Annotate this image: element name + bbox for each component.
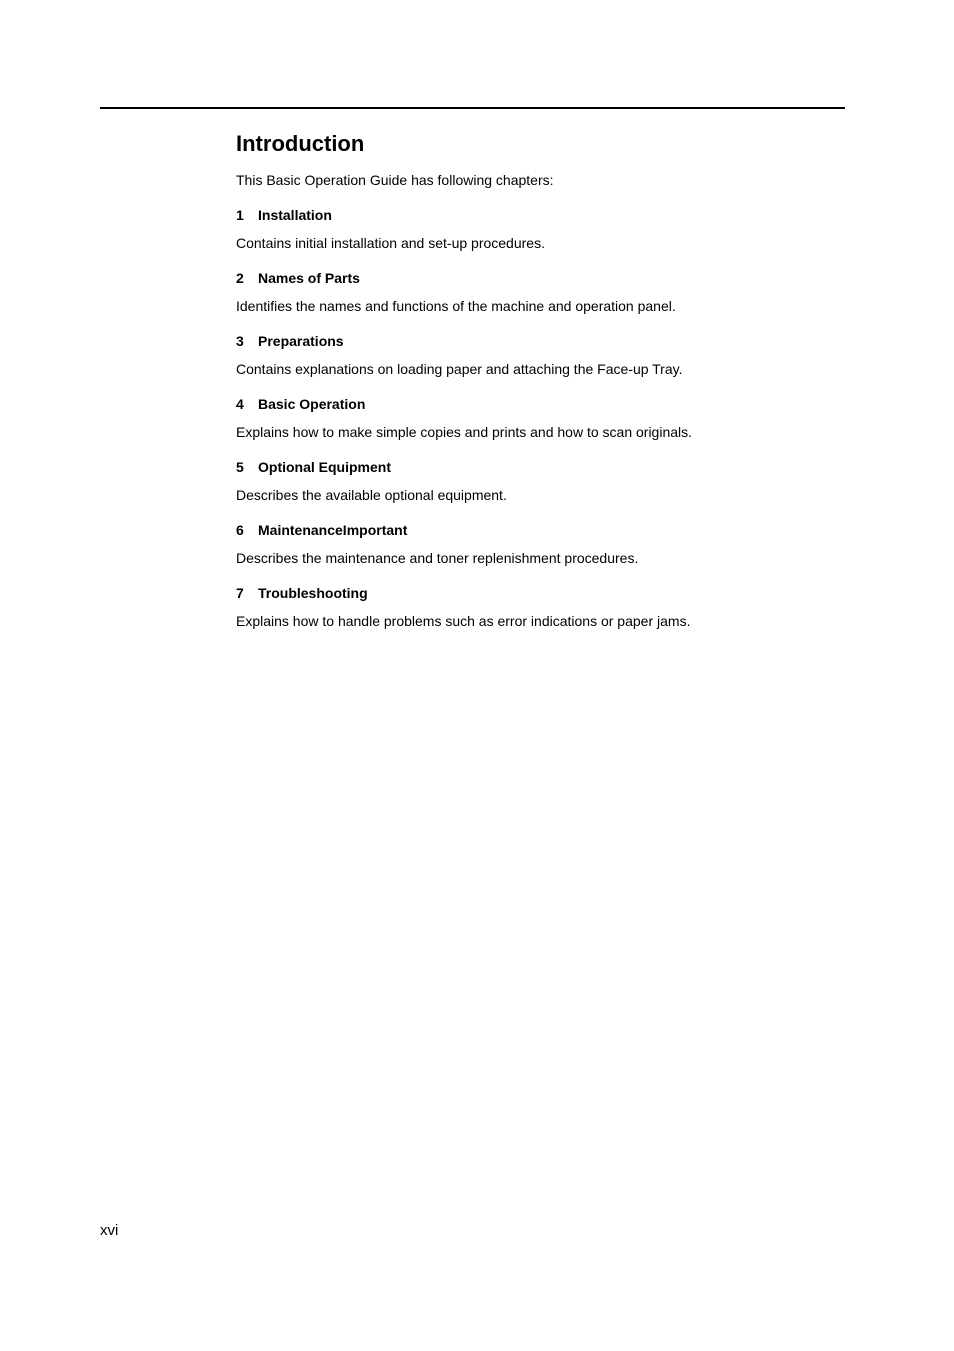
chapter-number: 3 [236,333,244,349]
chapter-description: Contains explanations on loading paper and attaching the Face-up Tray. [236,361,683,377]
intro-text: This Basic Operation Guide has following chapters: [236,172,554,188]
chapter-title: Basic Operation [258,396,366,412]
chapter-number: 7 [236,585,244,601]
chapter-description: Contains initial installation and set-up procedures. [236,235,545,251]
header-rule [100,107,845,109]
chapter-item [236,521,836,567]
chapter-description: Explains how to make simple copies and prints and how to scan originals. [236,424,693,440]
chapter-item [236,206,836,252]
chapter-description: Describes the available optional equipment. [236,487,507,503]
chapter-heading [236,521,836,539]
chapter-number: 4 [236,396,244,412]
chapter-title: Installation [258,207,332,223]
chapter-number: 5 [236,459,244,475]
chapter-heading [236,206,836,224]
chapter-description: Explains how to handle problems such as error indications or paper jams. [236,613,691,629]
chapter-number: 1 [236,207,244,223]
chapter-number: 6 [236,522,244,538]
chapter-title: Preparations [258,333,344,349]
chapter-heading [236,584,836,602]
chapter-heading [236,332,836,350]
chapter-description: Describes the maintenance and toner replenishment procedures. [236,550,639,566]
page-content [236,130,836,630]
chapter-item [236,395,836,441]
chapter-title: Optional Equipment [258,459,391,475]
chapter-item [236,269,836,315]
chapter-heading [236,458,836,476]
chapter-number: 2 [236,270,244,286]
chapter-title: MaintenanceImportant [258,522,408,538]
chapter-title: Troubleshooting [258,585,368,601]
chapter-description: Identifies the names and functions of the machine and operation panel. [236,298,676,314]
chapter-item [236,332,836,378]
page-title: Introduction [236,131,365,156]
chapter-heading [236,395,836,413]
chapter-item [236,458,836,504]
chapter-item [236,584,836,630]
page-number: xvi [100,1222,119,1239]
chapter-heading [236,269,836,287]
chapter-title: Names of Parts [258,270,360,286]
